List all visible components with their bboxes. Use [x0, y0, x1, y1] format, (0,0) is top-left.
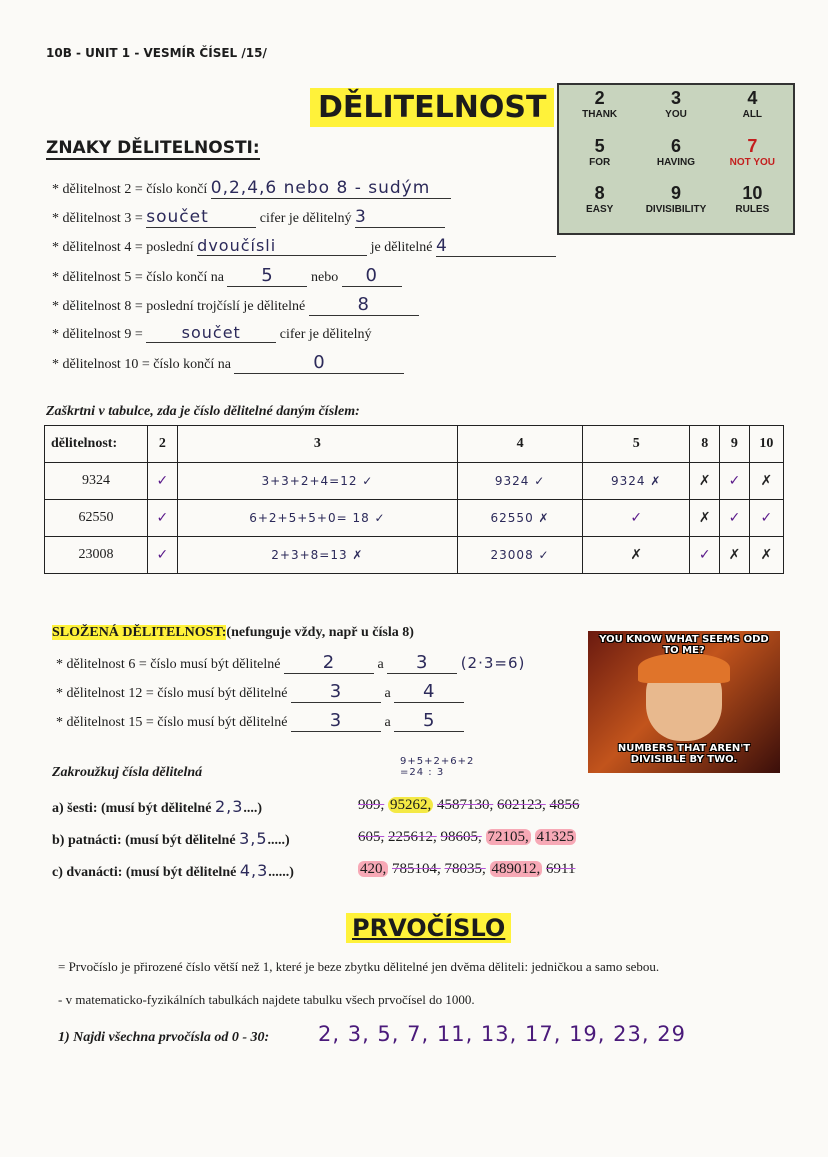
row-number: 23008 [45, 537, 148, 574]
number: 785104, [392, 861, 441, 877]
prime-tables-note: - v matematicko-fyzikálních tabulkách najdete tabulku všech prvočísel do 1000. [58, 992, 475, 1007]
key: 2 THANK [582, 88, 618, 120]
cell-8: ✗ [690, 463, 720, 500]
key: 8 EASY [586, 183, 614, 216]
table-row [45, 463, 784, 500]
cell-10: ✗ [749, 537, 783, 574]
number: 78035, [444, 861, 486, 877]
number: 909, [358, 797, 385, 813]
number: 72105, [487, 829, 529, 845]
meme-bottom-text: NUMBERS THAT AREN'T DIVISIBLE BY TWO. [617, 743, 751, 765]
number: 4587130, [437, 797, 494, 813]
prime-task: 1) Najdi všechna prvočísla od 0 - 30: [58, 1030, 270, 1045]
table-caption: Zaškrtni v tabulce, zda je číslo dělitelné daným číslem: [46, 404, 360, 419]
rule-line: * dělitelnost 9 = součet cifer je dělitelný [52, 323, 372, 342]
number: 489012, [491, 861, 541, 877]
composite-line: * dělitelnost 15 = číslo musí být dělitelné 3 a 5 [56, 710, 464, 732]
composite-heading: SLOŽENÁ DĚLITELNOST:(nefunguje vždy, např u čísla 8) [52, 625, 414, 640]
rule-line: * dělitelnost 2 = číslo končí 0,2,4,6 nebo 8 - sudým [52, 178, 451, 199]
cell-9: ✓ [720, 500, 750, 537]
signs-title: ZNAKY DĚLITELNOSTI: [46, 138, 260, 158]
row-number: 9324 [45, 463, 148, 500]
row-number: 62550 [45, 500, 148, 537]
circle-title: Zakroužkuj čísla dělitelná [52, 765, 203, 780]
key: 6 HAVING [656, 135, 696, 168]
header-cell: 2 [148, 426, 178, 463]
prime-answer: 2, 3, 5, 7, 11, 13, 17, 19, 23, 29 [318, 1022, 686, 1046]
key: 5 FOR [589, 135, 611, 168]
cell-9: ✓ [720, 463, 750, 500]
cell-4: 62550 ✗ [458, 500, 583, 537]
key: 4 ALL [742, 88, 763, 120]
rule-line: * dělitelnost 5 = číslo končí na 5 nebo 0 [52, 265, 402, 287]
cell-2: ✓ [148, 500, 178, 537]
cell-5: ✓ [582, 500, 689, 537]
sum-note: 9+5+2+6+2 =24 : 3 [400, 756, 475, 778]
key: 7 NOT YOU [729, 135, 776, 168]
prime-title: PRVOČÍSLO [346, 913, 511, 943]
circle-row: c) dvanácti: (musí být dělitelné 4,3......) [52, 861, 294, 880]
rule-line: * dělitelnost 8 = poslední trojčíslí je dělitelné 8 [52, 294, 419, 316]
header-cell: 10 [749, 426, 783, 463]
meme-top-text: YOU KNOW WHAT SEEMS ODD TO ME? [599, 634, 769, 656]
page-title: DĚLITELNOST [310, 88, 554, 127]
number: 602123, [497, 797, 546, 813]
number: 6911 [546, 861, 576, 877]
table-row [45, 500, 784, 537]
header-cell: 5 [582, 426, 689, 463]
cell-3: 2+3+8=13 ✗ [177, 537, 458, 574]
header-cell: 4 [458, 426, 583, 463]
page-header: 10B - UNIT 1 - VESMÍR ČÍSEL /15/ [46, 46, 267, 60]
cell-4: 23008 ✓ [458, 537, 583, 574]
table-row [45, 537, 784, 574]
meme-hair [638, 653, 730, 683]
cell-5: ✗ [582, 537, 689, 574]
keypad-image [557, 83, 795, 235]
cell-3: 6+2+5+5+0= 18 ✓ [177, 500, 458, 537]
cell-8: ✓ [690, 537, 720, 574]
number: 605, [358, 829, 385, 845]
number: 4856 [549, 797, 580, 813]
prime-definition: = Prvočíslo je přirozené číslo větší než 1, které je beze zbytku dělitelné jen dvěma děliteli: jedničkou a samo sebou. [58, 959, 660, 974]
circle-row: b) patnácti: (musí být dělitelné 3,5.....) [52, 829, 290, 848]
meme-image [588, 631, 780, 773]
composite-line: * dělitelnost 12 = číslo musí být dělitelné 3 a 4 [56, 681, 464, 703]
composite-line: * dělitelnost 6 = číslo musí být dělitelné 2 a 3 (2·3=6) [56, 652, 526, 673]
cell-2: ✓ [148, 463, 178, 500]
cell-2: ✓ [148, 537, 178, 574]
number: 420, [360, 861, 387, 877]
cell-4: 9324 ✓ [458, 463, 583, 500]
cell-10: ✓ [749, 500, 783, 537]
cell-10: ✗ [749, 463, 783, 500]
number: 225612, [388, 829, 437, 845]
rule-line: * dělitelnost 3 = součet cifer je dělitelný 3 [52, 207, 445, 228]
number: 95262, [390, 797, 432, 813]
divisibility-table [44, 425, 784, 574]
header-cell: 3 [177, 426, 458, 463]
key: 9 DIVISIBILITY [645, 183, 707, 216]
circle-row: a) šesti: (musí být dělitelné 2,3....) [52, 797, 263, 816]
rule-line: * dělitelnost 10 = číslo končí na 0 [52, 352, 404, 374]
number: 41325 [536, 829, 574, 845]
number-list [358, 829, 576, 846]
header-cell: 9 [720, 426, 750, 463]
cell-8: ✗ [690, 500, 720, 537]
cell-3: 3+3+2+4=12 ✓ [177, 463, 458, 500]
number-list [358, 797, 580, 814]
cell-9: ✗ [720, 537, 750, 574]
key: 10 RULES [735, 183, 770, 216]
key: 3 YOU [665, 88, 687, 120]
cell-5: 9324 ✗ [582, 463, 689, 500]
header-cell: 8 [690, 426, 720, 463]
header-cell: dělitelnost: [45, 426, 148, 463]
number: 98605, [440, 829, 482, 845]
rule-line: * dělitelnost 4 = poslední dvoučísli je dělitelné 4 [52, 236, 556, 257]
number-list [358, 861, 575, 878]
